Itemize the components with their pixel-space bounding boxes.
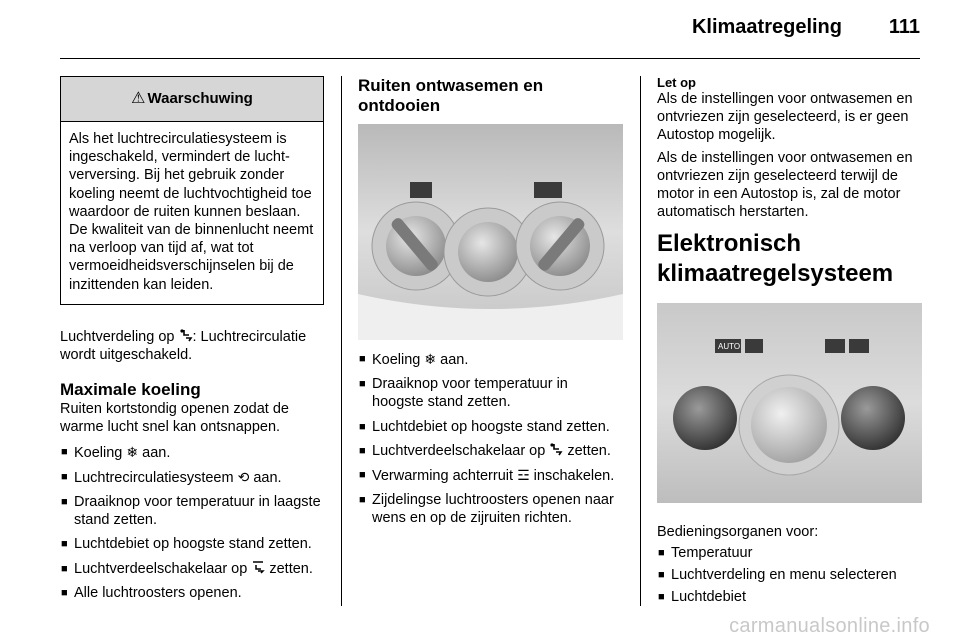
list-item: ■ Luchtrecirculatiesysteem ⟲ aan. bbox=[61, 468, 282, 486]
bullet-icon: ■ bbox=[61, 538, 68, 551]
electronic-panel-illustration bbox=[657, 303, 922, 503]
list-item: ■ Temperatuur bbox=[658, 544, 753, 561]
list-item: ■ Draaiknop voor temperatuur in laagste stand zetten. bbox=[61, 494, 321, 529]
list-item: ■ Verwarming achterruit ☲ inschakelen. bbox=[359, 467, 615, 485]
column-divider bbox=[341, 76, 342, 606]
bullet-icon: ■ bbox=[61, 470, 68, 483]
defog-list bbox=[358, 350, 623, 528]
note-label: Let op bbox=[657, 75, 696, 90]
climate-panel-illustration bbox=[358, 124, 623, 340]
list-item: ■ Luchtverdeling en menu selecteren bbox=[658, 566, 897, 583]
windscreen-distribution-icon bbox=[549, 443, 563, 456]
column-right bbox=[657, 76, 922, 606]
max-cooling-intro: Ruiten kortstondig openen zodat de warme lucht snel kan ontsnappen. bbox=[60, 401, 289, 436]
list-item: ■ Draaiknop voor temperatuur in hoogste stand zetten. bbox=[359, 376, 568, 411]
feet-windscreen-icon bbox=[251, 561, 265, 574]
bullet-icon: ■ bbox=[61, 562, 68, 575]
bullet-icon: ■ bbox=[658, 568, 665, 581]
bullet-icon: ■ bbox=[359, 420, 366, 433]
electronic-panel-photo bbox=[657, 303, 922, 503]
bullet-icon: ■ bbox=[359, 494, 366, 507]
list-item: ■ Koeling ❄ aan. bbox=[61, 443, 171, 461]
bullet-icon: ■ bbox=[359, 469, 366, 482]
max-cooling-heading: Maximale koeling bbox=[60, 380, 201, 400]
snowflake-icon: ❄ bbox=[424, 351, 437, 367]
warning-title: Waarschuwing bbox=[147, 90, 253, 107]
list-item: ■ Luchtdebiet op hoogste stand zetten. bbox=[359, 418, 610, 435]
max-cooling-list bbox=[60, 443, 324, 602]
bullet-icon: ■ bbox=[658, 546, 665, 559]
list-item: ■ Luchtverdeelschakelaar op zetten. bbox=[61, 560, 313, 577]
list-item: ■ Zijdelingse luchtroosters openen naar wens en op de zijruiten richten. bbox=[359, 492, 614, 527]
column-divider bbox=[640, 76, 641, 606]
controls-list bbox=[657, 544, 922, 607]
defog-heading: Ruiten ontwasemen en ontdooien bbox=[358, 76, 544, 115]
bullet-icon: ■ bbox=[658, 591, 665, 604]
controls-intro: Bedieningsorganen voor: bbox=[657, 524, 819, 541]
list-item: ■ Alle luchtroosters openen. bbox=[61, 584, 242, 601]
note-paragraph-1: Als de instellingen voor ontwasemen en ontvriezen zijn geselecteerd, is er geen Autostop mogelijk. bbox=[657, 91, 913, 144]
bullet-icon: ■ bbox=[61, 445, 68, 458]
bullet-icon: ■ bbox=[61, 586, 68, 599]
warning-text: Als het luchtrecirculatiesysteem is ingeschakeld, vermindert de luchtverversing. Bij het gebruik zonder koeling neemt de luchtvochtigheid toe waardoor de ruiten kunnen beslaan. De kwaliteit van de binnenlucht neemt na verloop van tijd af, wat tot vermoeidheidsverschijnselen bij de inzittenden kan leiden. bbox=[69, 131, 314, 293]
feet-distribution-icon bbox=[179, 329, 193, 342]
list-item: ■ Koeling ❄ aan. bbox=[359, 351, 469, 368]
electronic-climate-heading: Elektronisch klimaatregelsysteem bbox=[657, 230, 894, 288]
list-item: ■ Luchtverdeelschakelaar op zetten. bbox=[359, 442, 611, 459]
header-divider bbox=[60, 58, 920, 59]
warning-header bbox=[61, 77, 323, 122]
rear-window-heating-icon: ☲ bbox=[517, 467, 530, 484]
distribution-paragraph: Luchtverdeling op : Luchtrecirculatie wordt uitgeschakeld. bbox=[60, 328, 307, 364]
column-left bbox=[60, 76, 324, 602]
recirculation-icon: ⟲ bbox=[237, 468, 250, 485]
list-item: ■ Luchtdebiet bbox=[658, 589, 746, 606]
note-paragraph-2: Als de instellingen voor ontwasemen en ontvriezen zijn geselecteerd terwijl de motor in een Autostop is, zal de motor automatisch herstarten. bbox=[657, 149, 913, 221]
list-item: ■ Luchtdebiet op hoogste stand zetten. bbox=[61, 536, 312, 553]
bullet-icon: ■ bbox=[359, 378, 366, 391]
bullet-icon: ■ bbox=[359, 444, 366, 457]
warning-box bbox=[60, 76, 324, 305]
snowflake-icon: ❄ bbox=[126, 443, 139, 460]
climate-panel-photo bbox=[358, 124, 623, 340]
column-middle bbox=[358, 76, 623, 528]
footer-watermark: carmanualsonline.info bbox=[729, 615, 930, 637]
page-header-title: Klimaatregeling bbox=[691, 16, 842, 38]
page-number: 111 bbox=[888, 16, 920, 38]
bullet-icon: ■ bbox=[359, 353, 366, 365]
warning-icon: ⚠ bbox=[131, 90, 146, 107]
bullet-icon: ■ bbox=[61, 496, 68, 509]
auto-button-label: AUTO bbox=[718, 342, 741, 352]
